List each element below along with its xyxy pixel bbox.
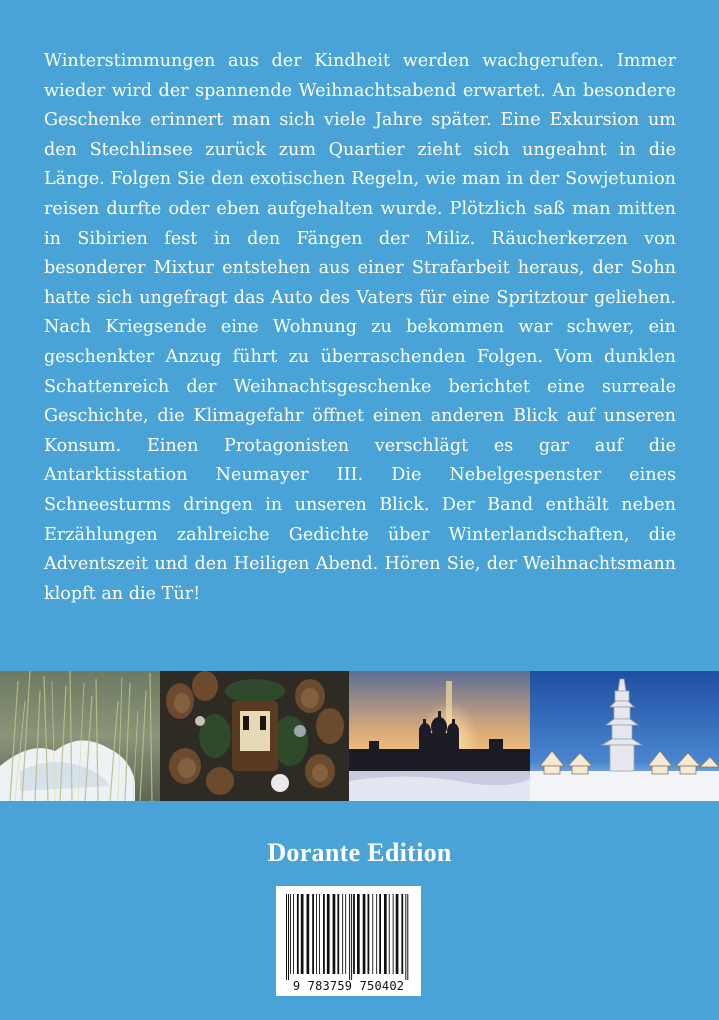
- barcode-bar: [288, 894, 289, 980]
- barcode-bar: [345, 894, 346, 974]
- barcode-bar: [297, 894, 299, 974]
- advent-wreath-photo: [160, 671, 349, 801]
- barcode-bar: [327, 894, 330, 974]
- barcode-bar: [376, 894, 377, 974]
- barcode-bar: [293, 894, 294, 974]
- barcode-bar: [396, 894, 399, 974]
- photo-strip: [0, 671, 719, 801]
- blurb-paragraph: Winterstimmungen aus der Kindheit werden wachgerufen. Immer wieder wird der spannende Weihnachtsabend erwartet. An besondere Geschenke erinnert man sich viele Jahre später. Eine Exkursion um den Stechlinsee zurück zum Quartier zieht sich ungeahnt in die Länge. Folgen Sie den exotischen Regeln, wie man in der Sowjetunion reisen durfte oder eben aufgehalten wurde. Plötzlich saß man mitten in Sibirien fest in den Fängen der Miliz. Räucherkerzen von besonderer Mixtur entstehen aus einer Strafarbeit heraus, der Sohn hatte sich ungefragt das Auto des Vaters für eine Spritztour geliehen. Nach Kriegsende eine Wohnung zu bekommen war schwer, ein geschenkter Anzug führt zu überraschenden Folgen. Vom dunklen Schattenreich der Weihnachtsgeschenke berichtet eine surreale Geschichte, die Klimagefahr öffnet einen anderen Blick auf unseren Konsum. Einen Protagonisten verschlägt es gar auf die Antarktisstation Neumayer III. Die Nebelgespenster eines Schneesturms dringen in unseren Blick. Der Band enthält neben Erzählungen zahlreiche Gedichte über Winterlandschaften, die Adventszeit und den Heiligen Abend. Hören Sie, der Weihnachtsmann klopft an die Tür!: [44, 51, 676, 604]
- barcode-bar: [407, 894, 408, 980]
- barcode-bar: [379, 894, 381, 974]
- barcode-bar: [363, 894, 366, 974]
- barcode-bar: [357, 894, 360, 974]
- barcode-bar: [319, 894, 320, 974]
- isbn-digits: 9 783759 750402: [292, 979, 405, 993]
- barcode-bar: [384, 894, 387, 974]
- barcode-bar: [333, 894, 336, 974]
- barcode-bar: [372, 894, 373, 974]
- barcode-bar: [337, 894, 339, 974]
- barcode-bar: [342, 894, 343, 974]
- isbn-barcode: [276, 886, 421, 996]
- blurb-text: [44, 47, 676, 609]
- barcode-bar: [316, 894, 317, 974]
- barcode-bar: [286, 894, 287, 980]
- barcode-bar: [368, 894, 370, 974]
- barcode-bar: [351, 894, 352, 980]
- barcode-bar: [307, 894, 310, 974]
- christmas-pyramid-photo: [530, 671, 719, 801]
- barcode-bar: [323, 894, 325, 974]
- barcode-bar: [290, 894, 291, 974]
- publisher-name: Dorante Edition: [267, 838, 452, 867]
- barcode-bar: [393, 894, 394, 974]
- winter-sunset-church-photo: [349, 671, 530, 801]
- barcode-bar: [405, 894, 406, 980]
- snowy-reeds-photo: [0, 671, 160, 801]
- barcode-bar: [349, 894, 350, 980]
- barcode-bar: [301, 894, 304, 974]
- barcode-bar: [401, 894, 403, 974]
- barcode-bar: [389, 894, 390, 974]
- barcode-bar: [353, 894, 355, 974]
- barcode-bar: [312, 894, 314, 974]
